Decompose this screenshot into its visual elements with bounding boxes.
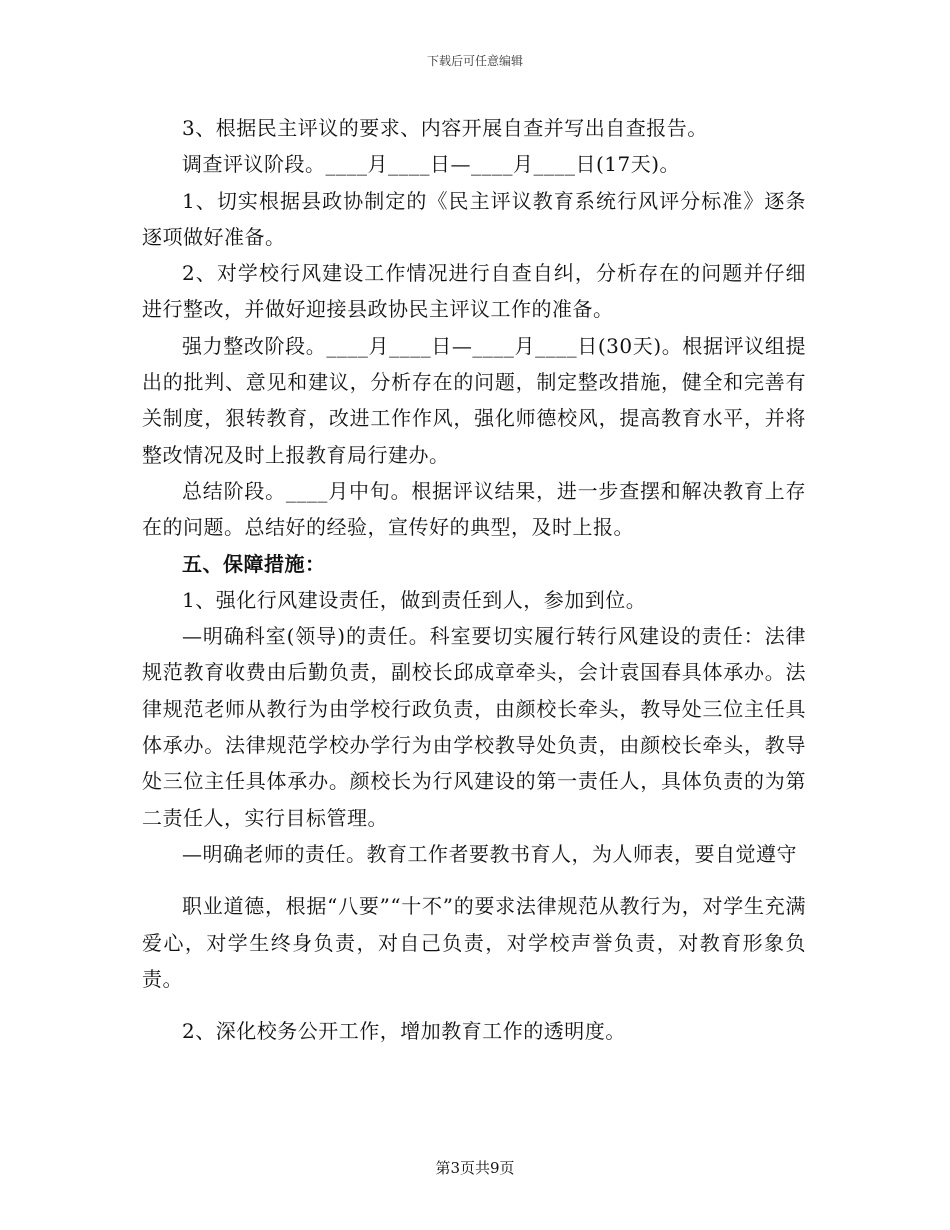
paragraph-summary-stage: 总结阶段。____月中旬。根据评议结果，进一步查摆和解决教育上存在的问题。总结好的经验，宣传好的典型，及时上报。 <box>142 478 806 540</box>
paragraph-rectification-stage: 强力整改阶段。____月____日—____月____日(30天)。根据评议组提出的批判、意见和建议，分析存在的问题，制定整改措施，健全和完善有关制度，狠转教育，改进工作作风，强化师德校风，提高教育水平，并将整改情况及时上报教育局行建办。 <box>142 333 806 467</box>
paragraph-prepare-standards: 1、切实根据县政协制定的《民主评议教育系统行风评分标准》逐条逐项做好准备。 <box>142 188 806 249</box>
paragraph-strengthen-responsibility: 1、强化行风建设责任，做到责任到人，参加到位。 <box>182 587 647 612</box>
paragraph-investigation-stage: 调查评议阶段。____月____日—____月____日(17天)。 <box>182 152 681 177</box>
paragraph-school-affairs-openness: 2、深化校务公开工作，增加教育工作的透明度。 <box>182 1019 626 1044</box>
paragraph-self-check-report: 3、根据民主评议的要求、内容开展自查并写出自查报告。 <box>182 116 708 140</box>
document-body <box>142 110 806 1049</box>
paragraph-self-correction: 2、对学校行风建设工作情况进行自查自纠，分析存在的问题并仔细进行整改，并做好迎接县政协民主评议工作的准备。 <box>142 261 806 322</box>
paragraph-teacher-responsibility: —明确老师的责任。教育工作者要教书育人，为人师表，要自觉遵守 <box>182 841 797 866</box>
page-number: 第3页共9页 <box>435 1159 515 1177</box>
page-header-note: 下载后可任意编辑 <box>426 54 523 68</box>
paragraph-department-responsibility: —明确科室(领导)的责任。科室要切实履行转行风建设的责任：法律规范教育收费由后勤负责，副校长邱成章牵头，会计袁国春具体承办。法律规范老师从教行为由学校行政负责，由颜校长牵头，教导处三位主任具体承办。法律规范学校办学行为由学校教导处负责，由颜校长牵头，教导处三位主任具体承办。颜校长为行风建设的第一责任人，具体负责的为第二责任人，实行目标管理。 <box>142 624 806 830</box>
paragraph-professional-ethics: 职业道德，根据“八要”“十不”的要求法律规范从教行为，对学生充满爱心，对学生终身负责，对自己负责，对学校声誉负责，对教育形象负责。 <box>142 894 806 991</box>
section-heading-safeguards: 五、保障措施： <box>182 551 326 576</box>
